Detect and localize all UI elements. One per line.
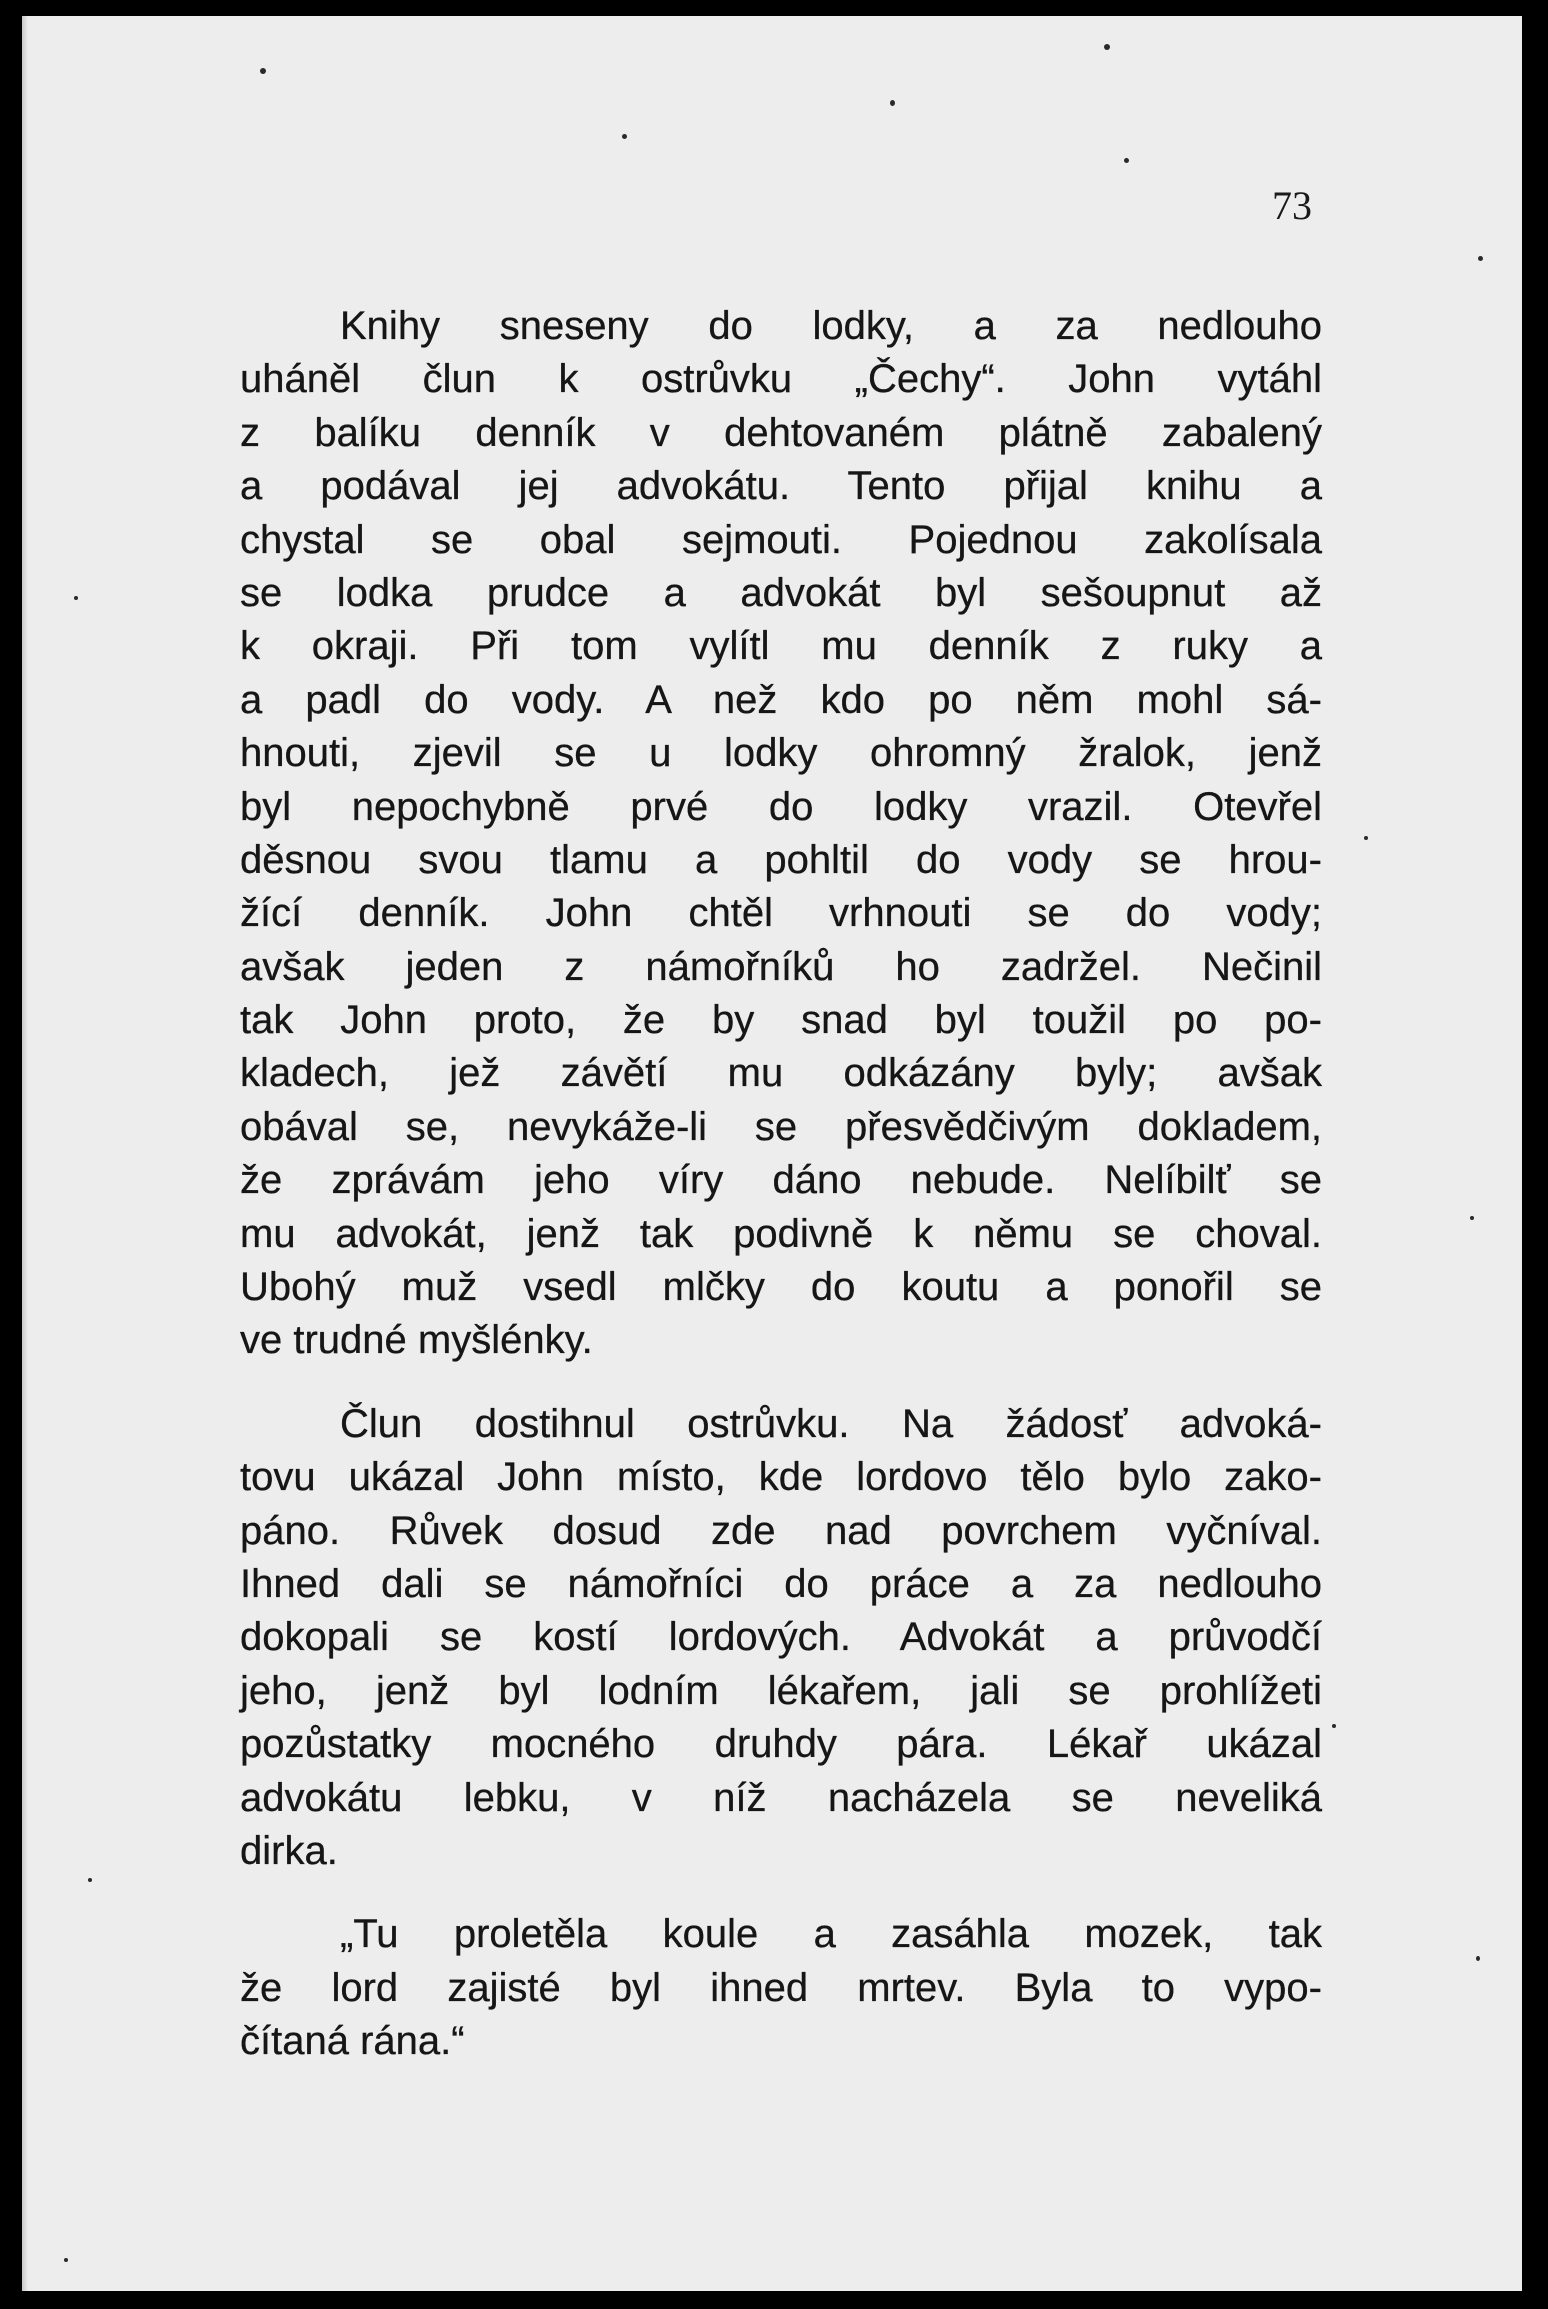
text-line: advokátu lebku, v níž nacházela se neveliká [240, 1775, 1322, 1820]
text-line: čítaná rána.“ [240, 2019, 465, 2064]
text-line: obával se, nevykáže-li se přesvědčivým dokladem, [240, 1104, 1322, 1149]
text-line: mu advokát, jenž tak podivně k němu se choval. [240, 1211, 1322, 1256]
text-line: Knihy snesenу do lodky, a za nedlouho [340, 304, 1322, 348]
scan-speck [1124, 158, 1129, 163]
scan-speck [1478, 256, 1483, 261]
text-line: uháněl člun k ostrůvku „Čechy“. John vytáhl [240, 357, 1322, 402]
text-line: a podával jej advokátu. Tento přijal knihu a [240, 464, 1322, 509]
text-line: z balíku denník v dehtovaném plátně zabalený [240, 410, 1322, 455]
scan-speck [64, 2258, 68, 2262]
text-line: páno. Růvek dosud zde nad povrchem vyčníval. [240, 1508, 1322, 1553]
text-line: žící denník. John chtěl vrhnouti se do vody; [240, 891, 1322, 936]
page-number: 73 [1272, 183, 1312, 228]
scan-speck [1476, 1956, 1480, 1961]
text-line: a padl do vody. A než kdo po něm mohl sá- [240, 677, 1322, 722]
scan-speck [1332, 1724, 1336, 1728]
text-line: Ubohý muž vsedl mlčky do koutu a ponořil se [240, 1265, 1322, 1310]
paragraph-2 [240, 1398, 1322, 1879]
text-line: „Tu proletěla koule a zasáhla mozek, tak [340, 1912, 1322, 1957]
paragraph-3 [240, 1908, 1322, 2068]
text-line: byl nepochybně prvé do lodky vrazil. Otevřel [240, 784, 1322, 829]
text-line: kladech, jež závětí mu odkázány byly; avšak [240, 1051, 1322, 1096]
text-line: Člun dostihnul ostrůvku. Na žádosť advoká- [340, 1401, 1322, 1446]
text-line: se lodka prudce a advokát byl sešoupnut až [240, 570, 1322, 615]
body-text [240, 300, 1322, 2069]
text-line: že lord zajisté byl ihned mrtev. Byla to vypo- [240, 1965, 1322, 2010]
scan-speck [1470, 1216, 1474, 1220]
text-line: k okraji. Při tom vylítl mu denník z ruky a [240, 624, 1322, 669]
paragraph-1 [240, 300, 1322, 1368]
text-line: chystal se obal sejmouti. Pojednou zakolísala [240, 517, 1322, 562]
scan-speck [1104, 44, 1110, 50]
scan-speck [1364, 836, 1368, 840]
text-line: ve trudné myšlénky. [240, 1318, 593, 1363]
text-line: Ihned dali se námořníci do práce a za nedlouho [240, 1561, 1322, 1606]
scan-speck [88, 1878, 92, 1882]
text-line: děsnou svou tlamu a pohltil do vody se hrou- [240, 837, 1322, 882]
scan-speck [890, 100, 895, 106]
scan-speck [74, 596, 78, 600]
book-page [22, 16, 1522, 2291]
text-line: hnouti, zjevil se u lodky ohromný žralok, jenž [240, 731, 1322, 776]
page-binding-edge [22, 16, 28, 2291]
scan-speck [260, 68, 266, 74]
text-line: dokopali se kostí lordových. Advokát a průvodčí [240, 1615, 1322, 1660]
text-line: jeho, jenž byl lodním lékařem, jali se prohlížeti [240, 1668, 1322, 1713]
text-line: tovu ukázal John místo, kde lordovo tělo bylo zako- [240, 1455, 1322, 1500]
scan-speck [622, 134, 627, 139]
text-line: tak John proto, že by snad byl toužil po po- [240, 998, 1322, 1043]
text-line: pozůstatky mocného druhdy pára. Lékař ukázal [240, 1722, 1322, 1767]
text-line: že zprávám jeho víry dáno nebude. Nelíbilť se [240, 1158, 1322, 1203]
text-line: dirka. [240, 1828, 338, 1873]
text-line: avšak jeden z námořníků ho zadržel. Nečinil [240, 944, 1322, 989]
